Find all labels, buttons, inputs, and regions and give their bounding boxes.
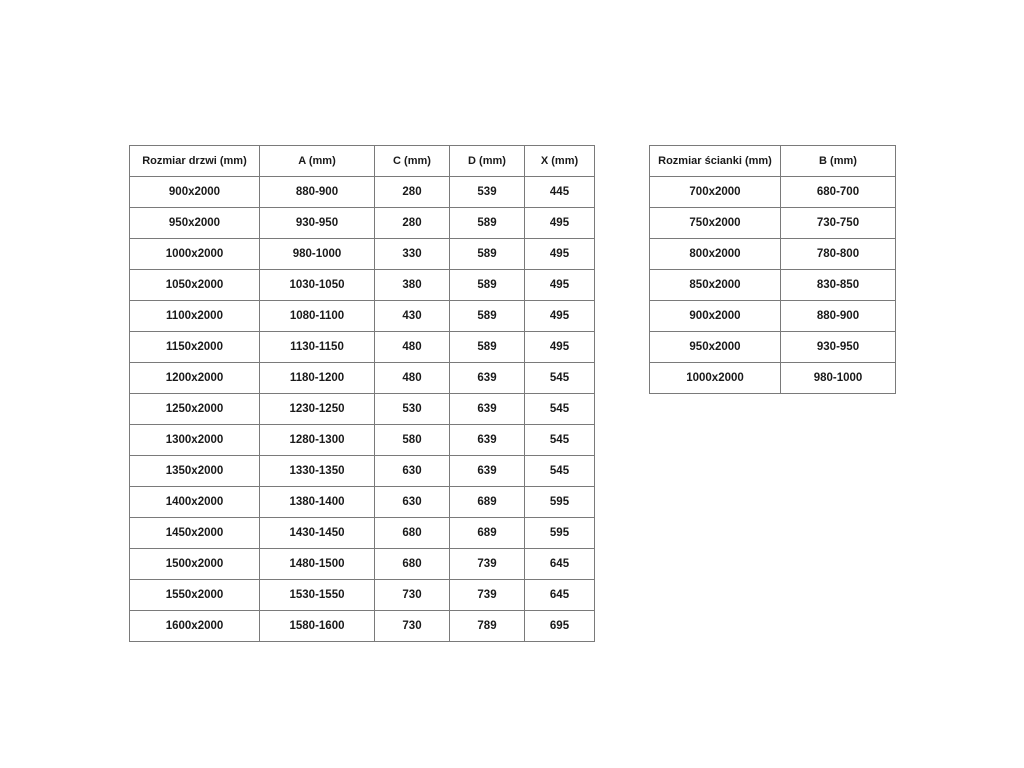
cell-x: 595 [525, 518, 595, 549]
cell-wall-size: 700x2000 [650, 177, 781, 208]
cell-door-size: 900x2000 [130, 177, 260, 208]
cell-a: 1280-1300 [260, 425, 375, 456]
table-row [650, 270, 896, 301]
cell-c: 730 [375, 580, 450, 611]
cell-d: 639 [450, 363, 525, 394]
cell-door-size: 1050x2000 [130, 270, 260, 301]
cell-b: 780-800 [781, 239, 896, 270]
cell-a: 880-900 [260, 177, 375, 208]
table-row [650, 332, 896, 363]
cell-b: 730-750 [781, 208, 896, 239]
cell-x: 645 [525, 580, 595, 611]
doors-table-body [130, 177, 595, 642]
cell-a: 1430-1450 [260, 518, 375, 549]
cell-a: 1580-1600 [260, 611, 375, 642]
table-row [130, 580, 595, 611]
cell-c: 530 [375, 394, 450, 425]
column-header-c: C (mm) [375, 146, 450, 177]
cell-wall-size: 750x2000 [650, 208, 781, 239]
cell-door-size: 1500x2000 [130, 549, 260, 580]
wall-dimensions-table [649, 145, 896, 394]
table-row [650, 363, 896, 394]
table-row [130, 270, 595, 301]
cell-c: 330 [375, 239, 450, 270]
cell-a: 1080-1100 [260, 301, 375, 332]
cell-x: 495 [525, 332, 595, 363]
table-row [130, 208, 595, 239]
cell-d: 589 [450, 301, 525, 332]
cell-d: 639 [450, 425, 525, 456]
cell-wall-size: 850x2000 [650, 270, 781, 301]
table-row [130, 611, 595, 642]
cell-door-size: 1600x2000 [130, 611, 260, 642]
cell-door-size: 1100x2000 [130, 301, 260, 332]
cell-c: 430 [375, 301, 450, 332]
table-row [130, 487, 595, 518]
cell-c: 680 [375, 549, 450, 580]
cell-wall-size: 950x2000 [650, 332, 781, 363]
cell-a: 1130-1150 [260, 332, 375, 363]
cell-d: 589 [450, 270, 525, 301]
cell-wall-size: 1000x2000 [650, 363, 781, 394]
cell-c: 280 [375, 208, 450, 239]
cell-d: 539 [450, 177, 525, 208]
cell-b: 830-850 [781, 270, 896, 301]
cell-d: 639 [450, 394, 525, 425]
cell-door-size: 1250x2000 [130, 394, 260, 425]
cell-b: 680-700 [781, 177, 896, 208]
table-row [650, 177, 896, 208]
column-header-b: B (mm) [781, 146, 896, 177]
table-row [650, 239, 896, 270]
table-row [130, 549, 595, 580]
cell-d: 739 [450, 580, 525, 611]
doors-table-header [130, 146, 595, 177]
column-header-wall-size: Rozmiar ścianki (mm) [650, 146, 781, 177]
cell-d: 739 [450, 549, 525, 580]
cell-c: 480 [375, 332, 450, 363]
cell-x: 545 [525, 394, 595, 425]
cell-a: 980-1000 [260, 239, 375, 270]
cell-x: 495 [525, 208, 595, 239]
table-row [650, 208, 896, 239]
cell-x: 595 [525, 487, 595, 518]
cell-d: 789 [450, 611, 525, 642]
table-row [130, 363, 595, 394]
column-header-d: D (mm) [450, 146, 525, 177]
cell-c: 480 [375, 363, 450, 394]
cell-b: 930-950 [781, 332, 896, 363]
cell-door-size: 950x2000 [130, 208, 260, 239]
cell-c: 580 [375, 425, 450, 456]
cell-x: 645 [525, 549, 595, 580]
cell-a: 930-950 [260, 208, 375, 239]
cell-d: 689 [450, 518, 525, 549]
wall-table-header [650, 146, 896, 177]
cell-door-size: 1200x2000 [130, 363, 260, 394]
cell-a: 1330-1350 [260, 456, 375, 487]
cell-a: 1180-1200 [260, 363, 375, 394]
cell-d: 589 [450, 239, 525, 270]
wall-table-body [650, 177, 896, 394]
cell-wall-size: 800x2000 [650, 239, 781, 270]
cell-x: 495 [525, 270, 595, 301]
cell-x: 495 [525, 239, 595, 270]
cell-x: 545 [525, 456, 595, 487]
cell-d: 689 [450, 487, 525, 518]
cell-d: 589 [450, 332, 525, 363]
cell-a: 1380-1400 [260, 487, 375, 518]
cell-c: 630 [375, 456, 450, 487]
cell-x: 545 [525, 425, 595, 456]
cell-d: 639 [450, 456, 525, 487]
cell-x: 495 [525, 301, 595, 332]
table-row [130, 239, 595, 270]
cell-b: 880-900 [781, 301, 896, 332]
cell-a: 1480-1500 [260, 549, 375, 580]
cell-door-size: 1450x2000 [130, 518, 260, 549]
cell-door-size: 1150x2000 [130, 332, 260, 363]
column-header-a: A (mm) [260, 146, 375, 177]
table-row [650, 301, 896, 332]
cell-a: 1530-1550 [260, 580, 375, 611]
doors-dimensions-table-container [129, 145, 595, 642]
cell-a: 1230-1250 [260, 394, 375, 425]
cell-door-size: 1350x2000 [130, 456, 260, 487]
cell-door-size: 1550x2000 [130, 580, 260, 611]
cell-c: 380 [375, 270, 450, 301]
table-row [130, 518, 595, 549]
column-header-door-size: Rozmiar drzwi (mm) [130, 146, 260, 177]
cell-door-size: 1300x2000 [130, 425, 260, 456]
column-header-x: X (mm) [525, 146, 595, 177]
table-row [130, 394, 595, 425]
cell-x: 445 [525, 177, 595, 208]
cell-c: 680 [375, 518, 450, 549]
table-row [130, 332, 595, 363]
cell-wall-size: 900x2000 [650, 301, 781, 332]
cell-c: 280 [375, 177, 450, 208]
cell-d: 589 [450, 208, 525, 239]
cell-b: 980-1000 [781, 363, 896, 394]
table-header-row [130, 146, 595, 177]
table-row [130, 425, 595, 456]
wall-dimensions-table-container [649, 145, 896, 394]
cell-c: 630 [375, 487, 450, 518]
cell-c: 730 [375, 611, 450, 642]
cell-door-size: 1000x2000 [130, 239, 260, 270]
cell-a: 1030-1050 [260, 270, 375, 301]
table-row [130, 177, 595, 208]
table-row [130, 456, 595, 487]
cell-x: 545 [525, 363, 595, 394]
doors-dimensions-table [129, 145, 595, 642]
cell-door-size: 1400x2000 [130, 487, 260, 518]
table-header-row [650, 146, 896, 177]
table-row [130, 301, 595, 332]
cell-x: 695 [525, 611, 595, 642]
